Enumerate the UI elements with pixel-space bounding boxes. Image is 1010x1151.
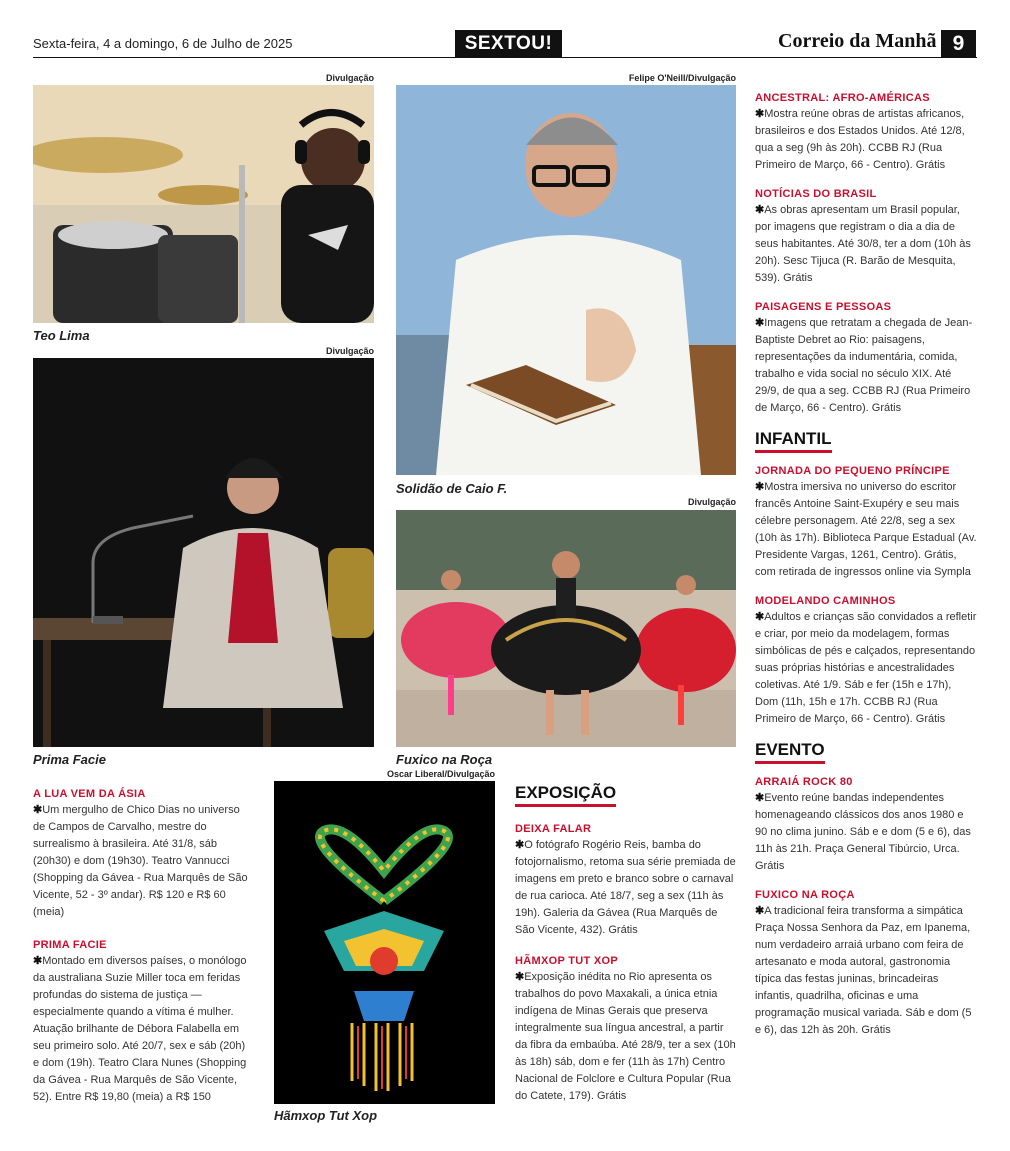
listing-paisagens-e-pessoas [755,301,977,417]
section-badge: SEXTOU! [455,30,562,57]
listing-text: Mostra imersiva no universo do escritor francês Antoine Saint-Exupéry e seu mais célebre personagem. Até 22/8, seg a sex (10h às 17h). Biblioteca Parque Estadual (Av. Presidente Vargas, 1261, Centro). Grátis, com retirada de ingressos online via Sympla [755,481,977,578]
photo-credit-prima: Divulgação [325,346,374,356]
photo-credit-teo: Divulgação [325,73,374,83]
listing-title: NOTÍCIAS DO BRASIL [755,188,877,200]
listing-body [755,790,977,875]
listing-body [515,837,737,939]
listing-body [755,202,977,287]
bullet-icon: ✱ [755,792,765,804]
hamxop-photo [274,781,495,1104]
listing-noticias-do-brasil [755,188,977,287]
listing-text: As obras apresentam um Brasil popular, por imagens que registram o dia a dia de seus habitantes. Até 30/8, ter a dom (10h às 20h). Sesc Tijuca (R. Barão de Mesquita, 539). Grátis [755,204,971,284]
listing-title: PRIMA FACIE [33,939,107,951]
caption-teo: Teo Lima [33,328,90,343]
listing-title: HÃMXOP TUT XOP [515,955,619,967]
teo-lima-photo [33,85,374,323]
listing-text: Um mergulho de Chico Dias no universo de Campos de Carvalho, mestre do surrealismo à brasileira. Até 31/8, sáb (20h30) e dom (19h30). Teatro Vannucci (Shopping da Gávea - Rua Marquês de São Vicente, 52 - 3º andar). R$ 120 e R$ 60 (meia) [33,804,248,918]
caption-fuxico: Fuxico na Roça [396,752,493,767]
issue-date: Sexta-feira, 4 a domingo, 6 de Julho de 2025 [33,36,293,51]
listing-title: FUXICO NA ROÇA [755,889,855,901]
listing-arraia-rock-80 [755,776,977,875]
photo-credit-fuxico: Divulgação [687,497,736,507]
caption-prima: Prima Facie [33,752,106,767]
bullet-icon: ✱ [755,481,765,493]
listing-text: O fotógrafo Rogério Reis, bamba do fotojornalismo, retoma sua série premiada de imagens em preto e branco sobre o carnaval de rua carioca. Até 18/7, seg a sex (11h às 19h). Galeria da Gávea (Rua Marquês de São Vicente, 432). Grátis [515,839,736,936]
bullet-icon: ✱ [755,905,765,917]
solidao-caio-photo [396,85,736,475]
listing-body [755,609,977,728]
listing-text: Evento reúne bandas independentes homenageando clássicos dos anos 1980 e 90 no clima junino. Sáb e e dom (5 e 6), das 11h às 21h. Praça General Tibúrcio, Urca. Grátis [755,792,971,872]
section-heading-exposicao: EXPOSIÇÃO [515,783,616,807]
photo-credit-caio: Felipe O'Neill/Divulgação [628,73,736,83]
listing-title: DEIXA FALAR [515,823,592,835]
page-number: 9 [941,30,976,58]
listing-body [515,969,737,1105]
listing-prima-facie [33,939,253,1106]
listing-text: Imagens que retratam a chegada de Jean-Baptiste Debret ao Rio: paisagens, representações da indumentária, comida, trabalho e vida social no século XIX. Até 29/9, de qua a seg. CCBB RJ (Rua Primeiro de Março, 66 - Centro). Grátis [755,317,973,414]
bullet-icon: ✱ [755,204,765,216]
listing-text: Exposição inédita no Rio apresenta os trabalhos do povo Maxakali, a única etnia indígena de Minas Gerais que preserva integralmente sua língua ancestral, a partir da fibra da embaúba. Até 28/9, ter a sex (10h às 18h) sáb, dom e fer (11h às 17h) Centro Nacional de Folclore e Cultura Popular (Rua do Catete, 179). Grátis [515,971,736,1102]
listing-deixa-falar [515,823,737,939]
section-heading-infantil: INFANTIL [755,429,832,453]
listing-ancestral [755,92,977,174]
caption-hamxop: Hãmxop Tut Xop [274,1108,378,1123]
listing-modelando-caminhos [755,595,977,728]
listing-text: Mostra reúne obras de artistas africanos, brasileiros e dos Estados Unidos. Até 12/8, qua a seg (9h às 20h). CCBB RJ (Rua Primeiro de Março, 66 - Centro). Grátis [755,108,965,171]
header-rule [33,57,977,58]
listing-body [755,479,977,581]
fuxico-photo [396,510,736,747]
prima-facie-photo [33,358,374,747]
bullet-icon: ✱ [33,804,43,816]
listing-body [33,953,253,1106]
bullet-icon: ✱ [755,317,765,329]
listing-title: MODELANDO CAMINHOS [755,595,896,607]
listing-body [755,903,977,1039]
listing-title: PAISAGENS E PESSOAS [755,301,892,313]
exposicao-column [515,783,737,1105]
listing-hamxop [515,955,737,1105]
listing-body [33,802,253,921]
bullet-icon: ✱ [515,839,525,851]
listing-text: Montado em diversos países, o monólogo da australiana Suzie Miller toca em feridas profundas do sistema de justiça — especialmente quando a vítima é mulher. Atuação brilhante de Débora Falabella em seu primeiro solo. Até 20/7, sex e sáb (20h) e dom (19h). Teatro Clara Nunes (Shopping da Gávea - Rua Marquês de São Vicente, 52). Entre R$ 19,80 (meia) a R$ 150 [33,955,247,1103]
left-column [33,788,253,1106]
listing-body [755,106,977,174]
bullet-icon: ✱ [755,108,765,120]
listing-title: A LUA VEM DA ÁSIA [33,788,146,800]
listing-fuxico-na-roca [755,889,977,1039]
right-column [755,92,977,1039]
listing-title: JORNADA DO PEQUENO PRÍNCIPE [755,465,950,477]
listing-body [755,315,977,417]
newspaper-name: Correio da Manhã [778,30,937,52]
listing-title: ARRAIÁ ROCK 80 [755,776,853,788]
bullet-icon: ✱ [755,611,765,623]
bullet-icon: ✱ [515,971,525,983]
section-heading-evento: EVENTO [755,740,825,764]
listing-text: Adultos e crianças são convidados a refletir e criar, por meio da modelagem, formas simbólicas de pés e calçados, representando suas próprias histórias e ancestralidades coletivas. Até 1/9. Sáb e fer (15h e 17h), Dom (11h, 15h e 17h. CCBB RJ (Rua Primeiro de Março, 66 - Centro). Grátis [755,611,977,725]
listing-lua-vem-da-asia [33,788,253,921]
bullet-icon: ✱ [33,955,43,967]
listing-title: ANCESTRAL: AFRO-AMÉRICAS [755,92,930,104]
photo-credit-hamxop: Oscar Liberal/Divulgação [386,769,495,779]
listing-text: A tradicional feira transforma a simpática Praça Nossa Senhora da Paz, em Ipanema, num verdadeiro arraiá urbano com feira de artesanato e moda autoral, gastronomia típica das festas juninas, brincadeiras infantis, quadrilha, oficinas e uma programação musical variada. Sáb e dom (5 e 6), das 12h às 20h. Grátis [755,905,972,1036]
caption-caio: Solidão de Caio F. [396,481,508,496]
listing-jornada-pequeno-principe [755,465,977,581]
